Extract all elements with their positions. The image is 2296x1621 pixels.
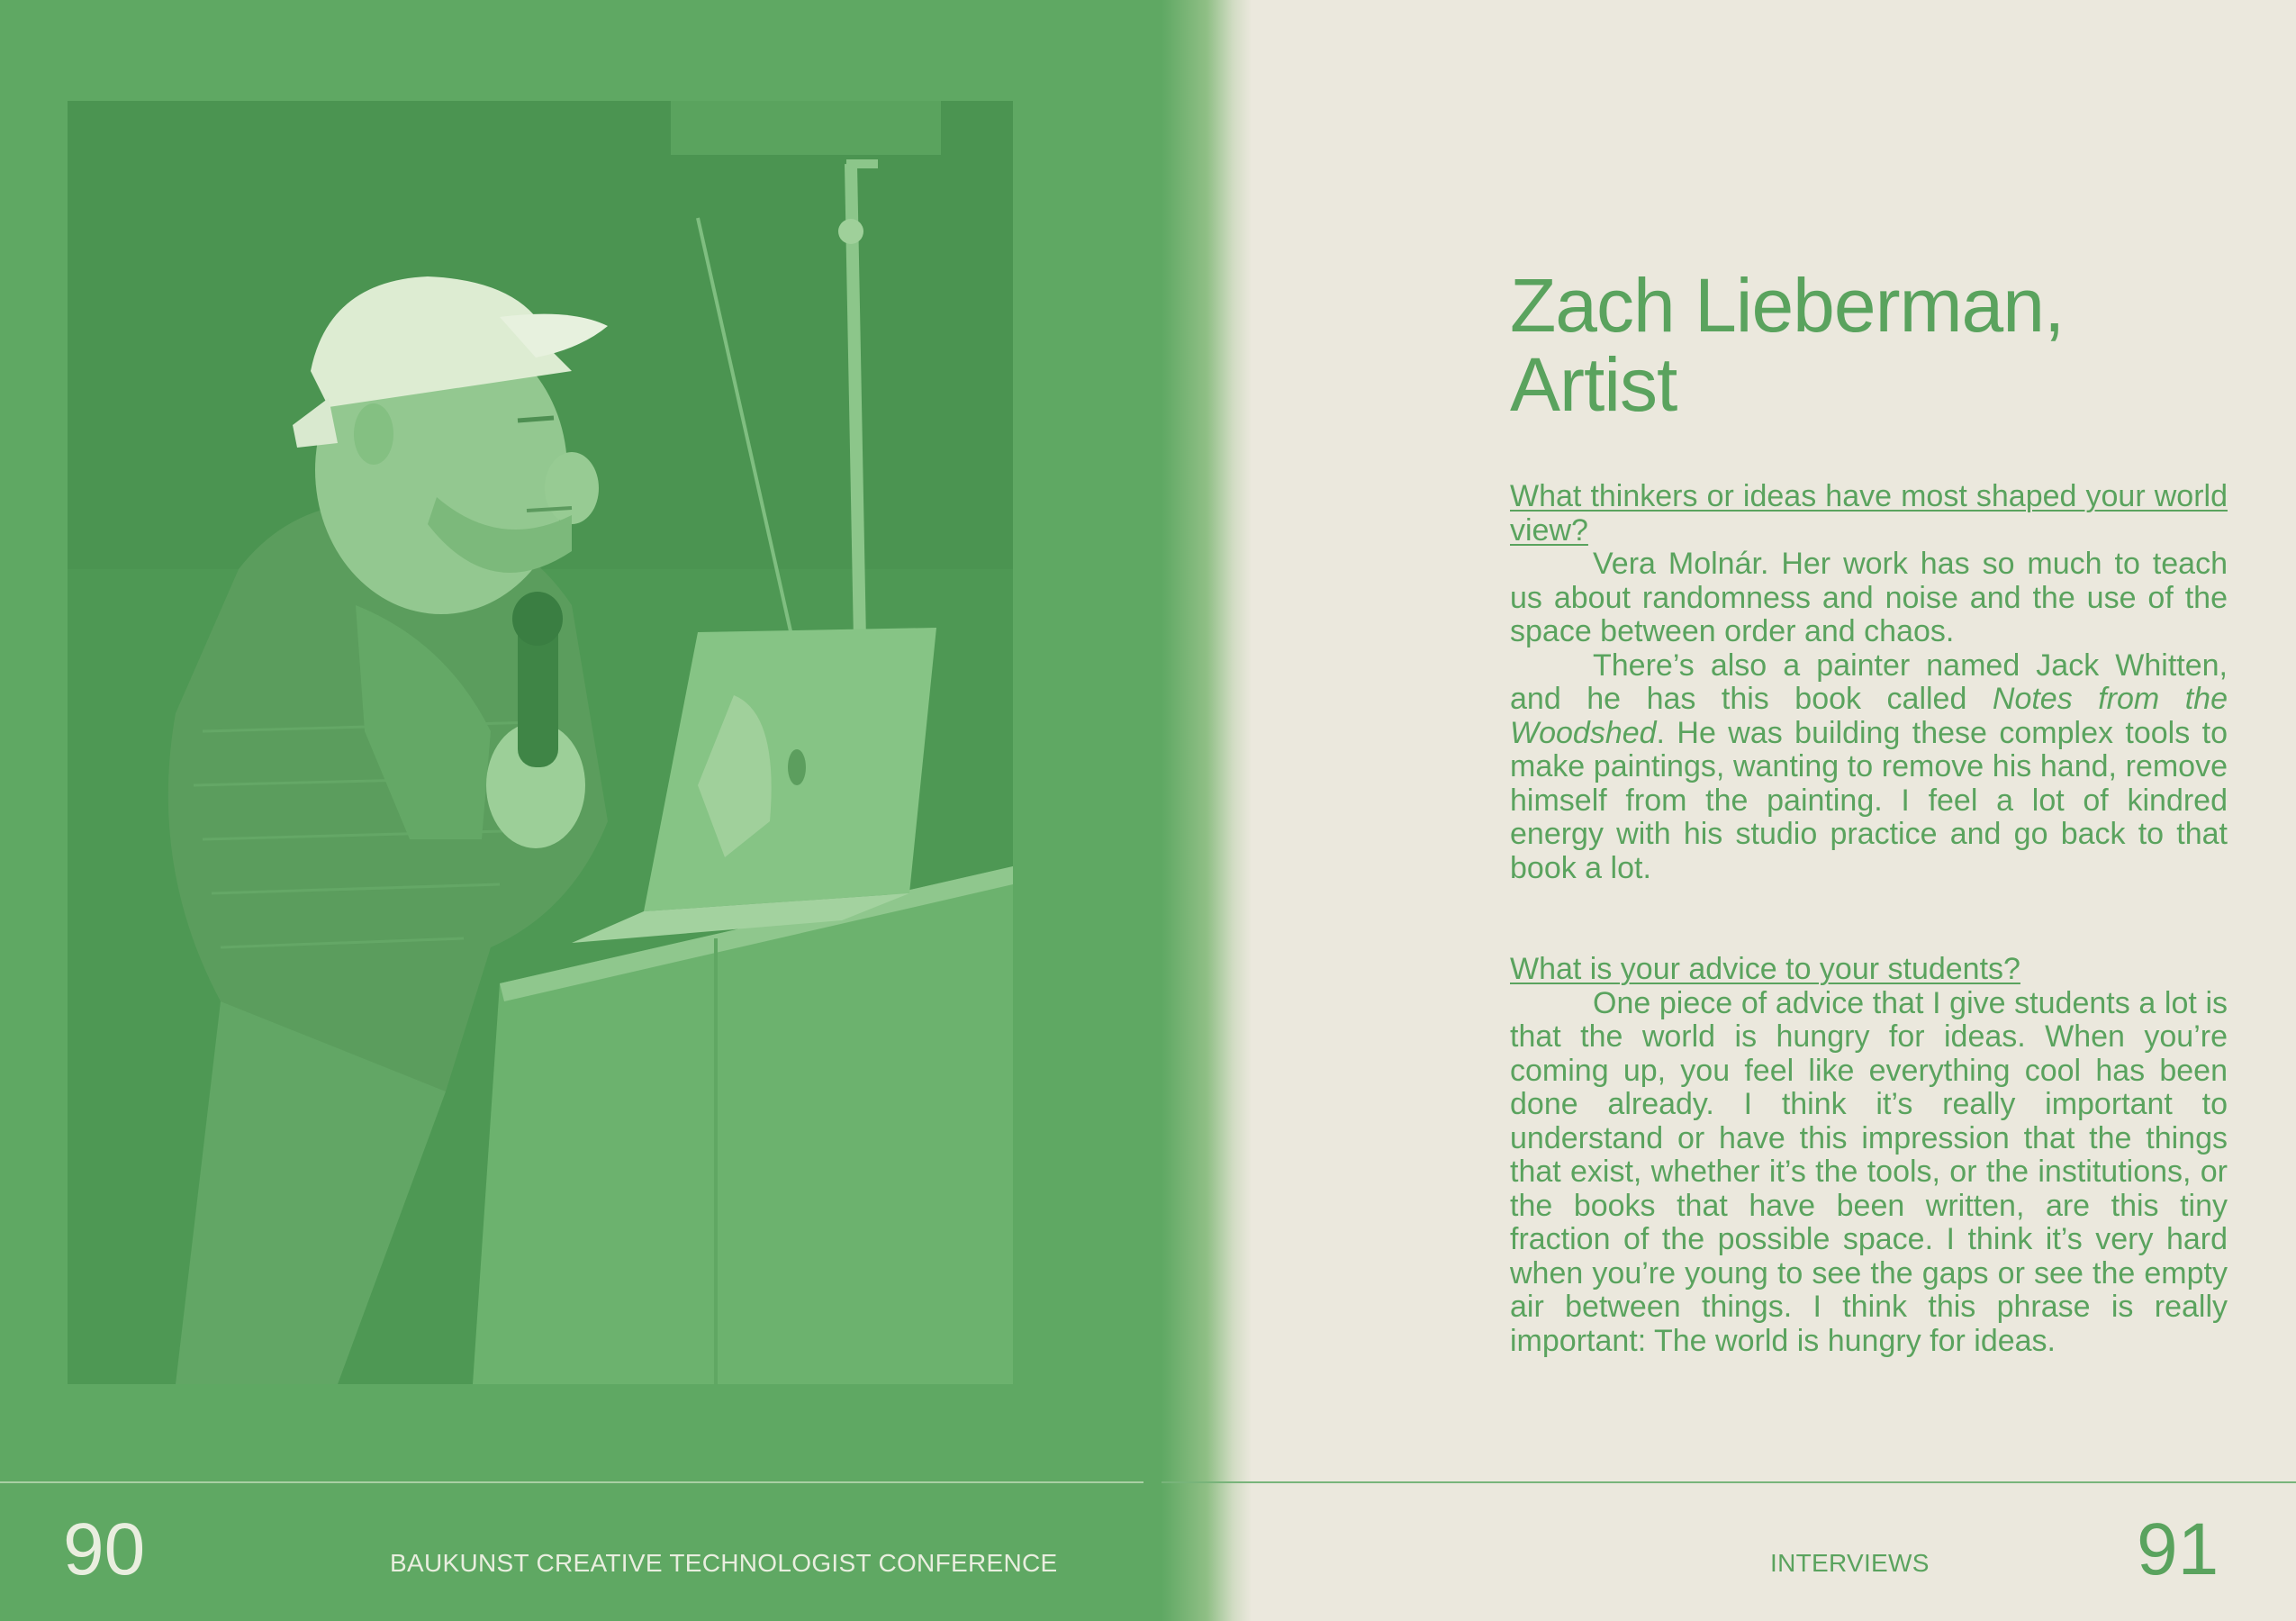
page-number-right: 91 xyxy=(2137,1508,2219,1590)
book-title: Notes from the Woodshed xyxy=(1510,682,2228,750)
question-2: What is your advice to your students? xyxy=(1510,952,2020,986)
question-1: What thinkers or ideas have most shaped your world view? xyxy=(1510,479,2228,548)
answer-1-text-after-book: . He was building these complex tools to make paintings, wanting to remove his hand, remove himself from the painting. I feel a lot of kindred energy with his studio practice and go back to that book a lot. xyxy=(1510,715,2228,885)
running-head-right: INTERVIEWS xyxy=(1770,1549,1930,1577)
answer-1-paragraph-2 xyxy=(1510,649,2228,886)
speaker-at-podium-illustration xyxy=(68,101,1013,1384)
title-name: Zach Lieberman, xyxy=(1510,263,2065,348)
answer-1-text-before-book: There’s also a painter named Jack Whitten, and he has this book called xyxy=(1510,647,2228,716)
section-spacer xyxy=(1510,885,2228,953)
interview-article xyxy=(1510,263,2228,1358)
speaker-photo xyxy=(68,101,1013,1384)
footer-rule-right xyxy=(1162,1481,2296,1483)
title-role: Artist xyxy=(1510,342,1677,427)
footer-rule-left xyxy=(0,1481,1143,1483)
running-head-left: BAUKUNST CREATIVE TECHNOLOGIST CONFERENCE xyxy=(390,1549,1058,1577)
interviewee-title xyxy=(1510,263,2228,427)
answer-2-paragraph-1: One piece of advice that I give students a lot is that the world is hungry for ideas. When you’re coming up, you feel like everything cool has been done already. I think it’s really important to understand or have this impression that the things that exist, whether it’s the tools, or the institutions, or the books that have been written, are this tiny fraction of the possible space. I think it’s very hard when you’re young to see the gaps or see the empty air between things. I think this phrase is really important: The world is hungry for ideas. xyxy=(1510,985,2228,1358)
answer-1-paragraph-1: Vera Molnár. Her work has so much to teach us about randomness and noise and the use of the space between order and chaos. xyxy=(1510,547,2228,648)
page-number-left: 90 xyxy=(63,1508,146,1590)
